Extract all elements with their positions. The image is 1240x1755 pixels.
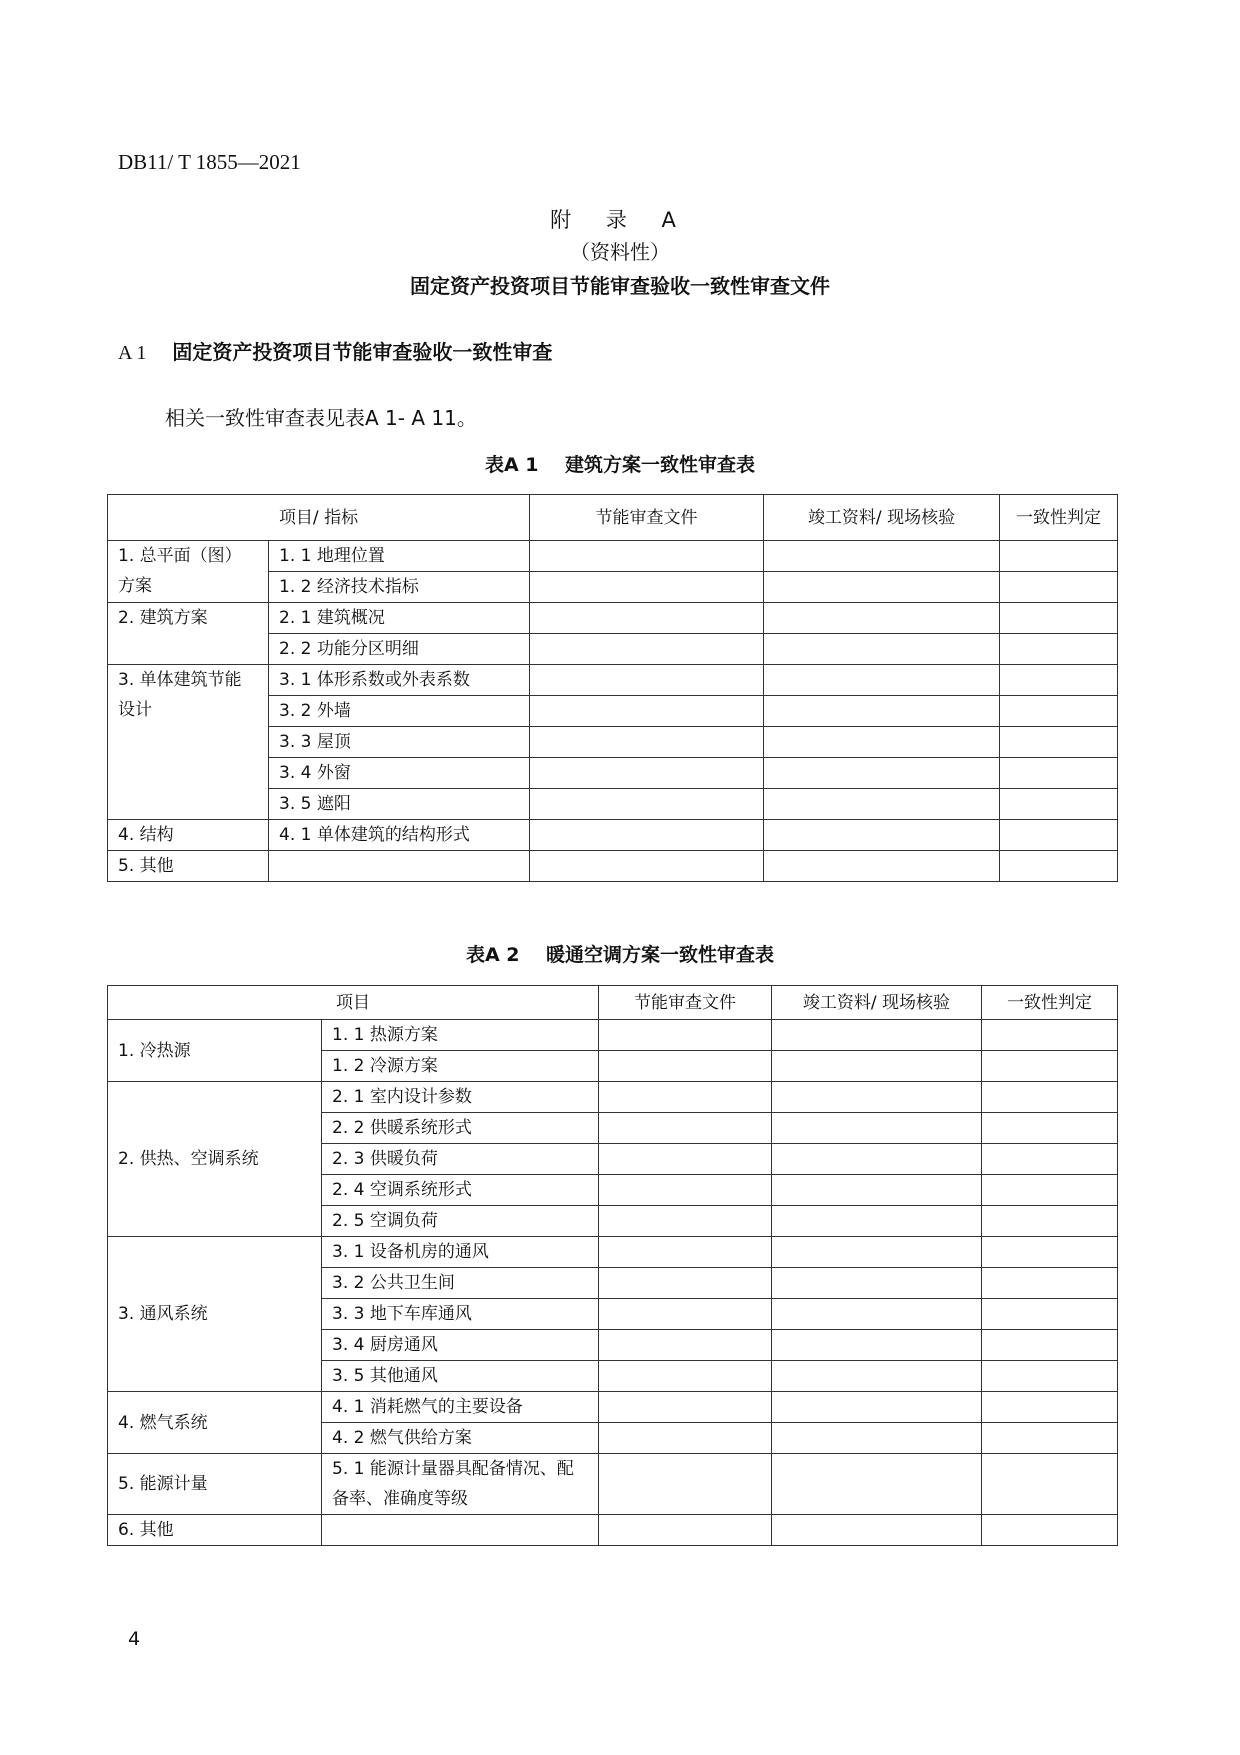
completion-cell [764,727,1000,758]
appendix-info-type: （资料性） [570,240,670,264]
group-label: 4. 结构 [108,820,269,851]
review-doc-cell [599,1268,772,1299]
judgement-cell [982,1515,1118,1546]
review-doc-cell [530,820,764,851]
group-label: 6. 其他 [108,1515,322,1546]
table-row [108,851,1118,882]
item-label [269,851,530,882]
table-a1-caption-title: 建筑方案一致性审查表 [565,454,756,476]
table-row [108,1020,1118,1051]
table-row [108,665,1118,696]
review-doc-cell [599,1082,772,1113]
table-a2-caption-title: 暖通空调方案一致性审查表 [546,944,775,966]
review-doc-cell [599,1175,772,1206]
review-doc-cell [599,1299,772,1330]
group-label: 3. 单体建筑节能设计 [108,665,269,820]
review-doc-cell [599,1392,772,1423]
completion-cell [764,851,1000,882]
intro-paragraph: 相关一致性审查表见表A 1- A 11。 [165,406,477,430]
table-a2-caption-number: 表A 2 [465,944,520,966]
judgement-cell [1000,758,1118,789]
item-label: 3. 4 厨房通风 [322,1330,599,1361]
review-doc-cell [599,1454,772,1515]
completion-cell [764,541,1000,572]
judgement-cell [982,1051,1118,1082]
item-label: 2. 2 供暖系统形式 [322,1113,599,1144]
review-doc-cell [599,1051,772,1082]
table-row [108,1237,1118,1268]
review-doc-cell [530,758,764,789]
judgement-cell [1000,603,1118,634]
completion-cell [772,1175,982,1206]
judgement-cell [982,1330,1118,1361]
table-a1-caption [0,450,1240,477]
judgement-cell [1000,572,1118,603]
review-doc-cell [530,696,764,727]
review-doc-cell [530,634,764,665]
table-row [108,1515,1118,1546]
appendix-title: 固定资产投资项目节能审查验收一致性审查文件 [410,274,830,298]
table-row [108,1082,1118,1113]
item-label: 3. 5 其他通风 [322,1361,599,1392]
judgement-cell [982,1206,1118,1237]
completion-cell [764,634,1000,665]
completion-cell [772,1454,982,1515]
table-a1-header-judgement: 一致性判定 [1000,495,1118,541]
item-label: 2. 1 室内设计参数 [322,1082,599,1113]
judgement-cell [1000,696,1118,727]
item-label: 2. 3 供暖负荷 [322,1144,599,1175]
item-label: 3. 3 地下车库通风 [322,1299,599,1330]
judgement-cell [982,1454,1118,1515]
item-label: 1. 1 地理位置 [269,541,530,572]
item-label: 2. 4 空调系统形式 [322,1175,599,1206]
completion-cell [772,1206,982,1237]
judgement-cell [1000,634,1118,665]
completion-cell [772,1361,982,1392]
group-label: 5. 其他 [108,851,269,882]
item-label: 4. 2 燃气供给方案 [322,1423,599,1454]
table-row [108,541,1118,572]
item-label: 1. 2 冷源方案 [322,1051,599,1082]
review-doc-cell [599,1113,772,1144]
table-a2-header-review-doc: 节能审查文件 [599,986,772,1020]
item-label: 3. 1 设备机房的通风 [322,1237,599,1268]
completion-cell [772,1113,982,1144]
judgement-cell [1000,727,1118,758]
item-label: 3. 2 外墙 [269,696,530,727]
group-label: 1. 冷热源 [108,1020,322,1082]
group-label: 2. 建筑方案 [108,603,269,665]
group-label: 2. 供热、空调系统 [108,1082,322,1237]
judgement-cell [982,1113,1118,1144]
judgement-cell [982,1144,1118,1175]
completion-cell [772,1299,982,1330]
group-label: 4. 燃气系统 [108,1392,322,1454]
completion-cell [772,1020,982,1051]
section-title: 固定资产投资项目节能审查验收一致性审查 [172,340,553,364]
judgement-cell [1000,541,1118,572]
table-row [108,1392,1118,1423]
judgement-cell [982,1361,1118,1392]
review-doc-cell [530,603,764,634]
judgement-cell [1000,789,1118,820]
completion-cell [772,1082,982,1113]
item-label: 3. 1 体形系数或外表系数 [269,665,530,696]
completion-cell [772,1515,982,1546]
table-row [108,603,1118,634]
review-doc-cell [599,1144,772,1175]
item-label [322,1515,599,1546]
review-doc-cell [530,665,764,696]
judgement-cell [982,1423,1118,1454]
judgement-cell [1000,851,1118,882]
review-doc-cell [530,572,764,603]
judgement-cell [982,1082,1118,1113]
item-label: 4. 1 单体建筑的结构形式 [269,820,530,851]
review-doc-cell [599,1330,772,1361]
review-doc-cell [530,727,764,758]
table-row [108,820,1118,851]
review-doc-cell [599,1206,772,1237]
table-a1-header-completion: 竣工资料/ 现场核验 [764,495,1000,541]
judgement-cell [982,1299,1118,1330]
completion-cell [772,1051,982,1082]
table-a2-header-item: 项目 [108,986,599,1020]
item-label: 3. 5 遮阳 [269,789,530,820]
completion-cell [764,696,1000,727]
completion-cell [772,1144,982,1175]
completion-cell [772,1237,982,1268]
group-label: 1. 总平面（图）方案 [108,541,269,603]
page-number: 4 [128,1628,141,1650]
completion-cell [772,1392,982,1423]
completion-cell [764,603,1000,634]
judgement-cell [1000,820,1118,851]
review-doc-cell [530,851,764,882]
completion-cell [764,572,1000,603]
completion-cell [772,1268,982,1299]
review-doc-cell [599,1020,772,1051]
table-row [108,1454,1118,1515]
item-label: 1. 2 经济技术指标 [269,572,530,603]
table-a2 [107,985,1118,1546]
completion-cell [764,820,1000,851]
judgement-cell [982,1392,1118,1423]
group-label: 3. 通风系统 [108,1237,322,1392]
review-doc-cell [530,541,764,572]
section-number: A 1 [118,342,147,364]
completion-cell [764,789,1000,820]
review-doc-cell [599,1515,772,1546]
item-label: 5. 1 能源计量器具配备情况、配备率、准确度等级 [322,1454,599,1515]
table-a1 [107,494,1118,882]
item-label: 1. 1 热源方案 [322,1020,599,1051]
item-label: 4. 1 消耗燃气的主要设备 [322,1392,599,1423]
table-a1-caption-number: 表A 1 [484,454,539,476]
item-label: 2. 5 空调负荷 [322,1206,599,1237]
judgement-cell [982,1020,1118,1051]
judgement-cell [1000,665,1118,696]
appendix-label: 附 录 A [550,208,690,232]
table-a2-header-completion: 竣工资料/ 现场核验 [772,986,982,1020]
section-heading [118,336,552,365]
judgement-cell [982,1175,1118,1206]
judgement-cell [982,1268,1118,1299]
table-a1-header-review-doc: 节能审查文件 [530,495,764,541]
item-label: 2. 2 功能分区明细 [269,634,530,665]
review-doc-cell [530,789,764,820]
review-doc-cell [599,1361,772,1392]
completion-cell [764,758,1000,789]
review-doc-cell [599,1237,772,1268]
item-label: 3. 4 外窗 [269,758,530,789]
completion-cell [772,1330,982,1361]
table-a2-header-judgement: 一致性判定 [982,986,1118,1020]
completion-cell [764,665,1000,696]
completion-cell [772,1423,982,1454]
group-label: 5. 能源计量 [108,1454,322,1515]
judgement-cell [982,1237,1118,1268]
item-label: 2. 1 建筑概况 [269,603,530,634]
item-label: 3. 2 公共卫生间 [322,1268,599,1299]
table-a1-header-item: 项目/ 指标 [108,495,530,541]
item-label: 3. 3 屋顶 [269,727,530,758]
review-doc-cell [599,1423,772,1454]
table-a2-caption [0,940,1240,967]
document-number: DB11/ T 1855—2021 [118,150,301,174]
